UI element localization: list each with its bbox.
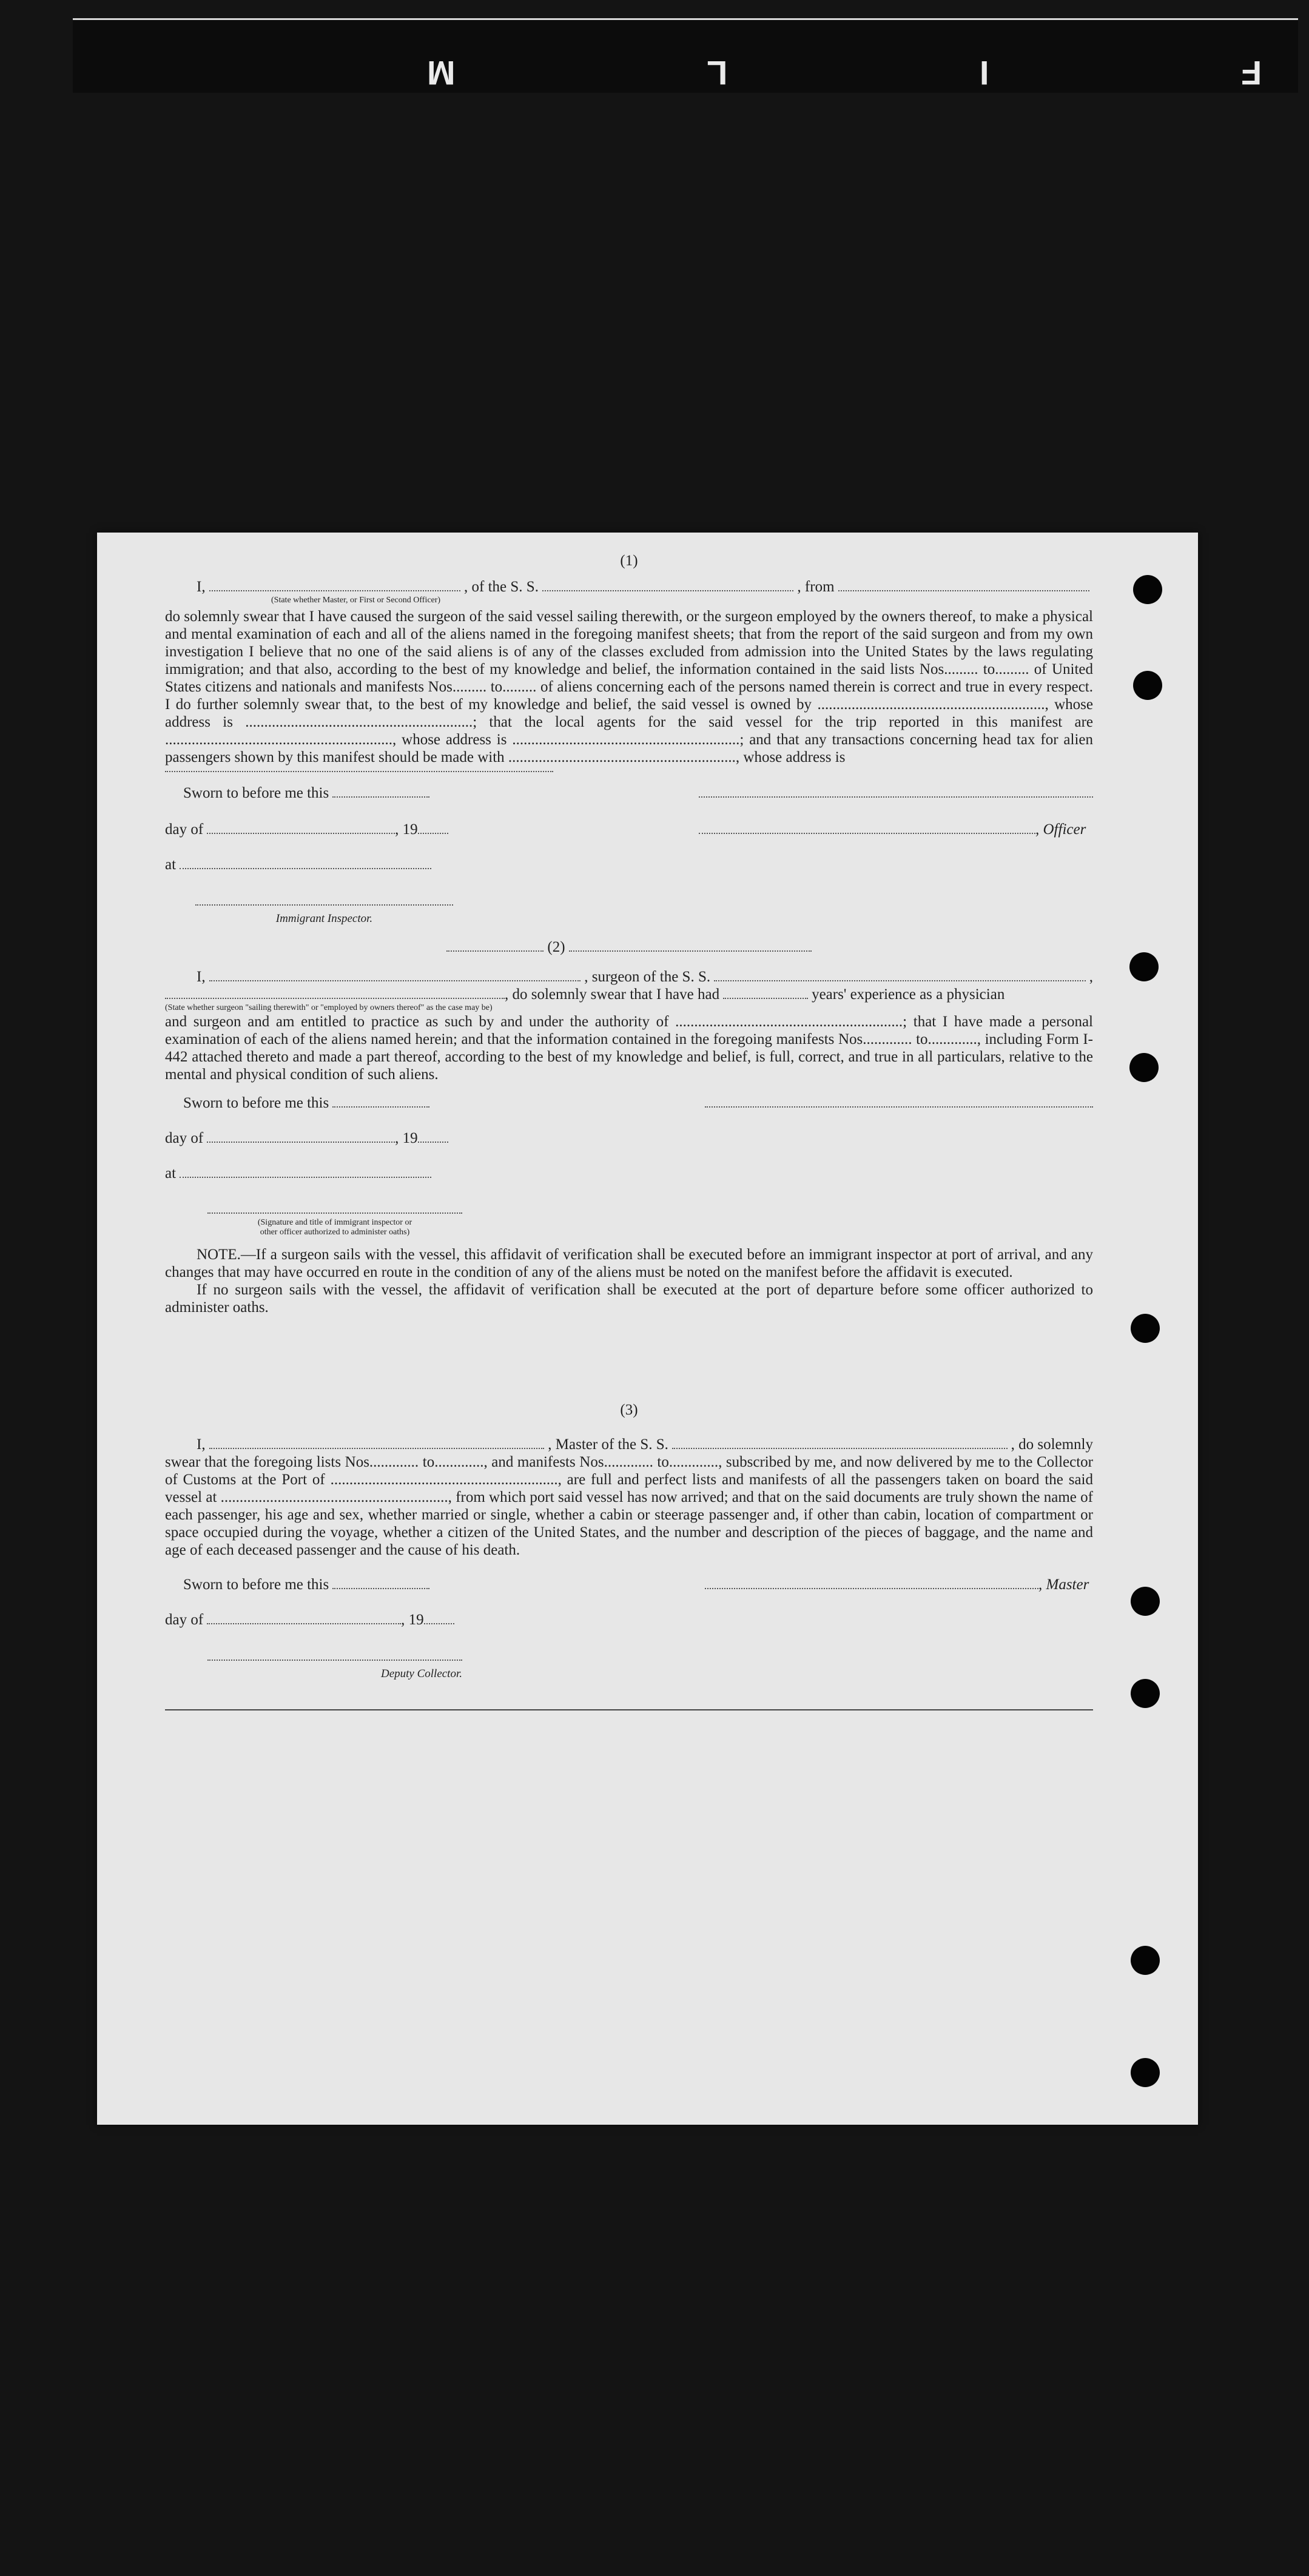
- officer-line: [699, 821, 1086, 838]
- section-2-paragraph: and surgeon and am entitled to practice as such by and under the authority of ............................................................; that I have made a personal examination of each of the aliens named herein; and that the information contained in the foregoing manifests Nos............. to............., including Form I-442 attached thereto and made a part thereof, according to the best of my knowledge and belief, is full, correct, and true in all particulars, relative to the mental and physical condition of such aliens.: [165, 1014, 1093, 1083]
- section-1-signatures: [165, 784, 1093, 936]
- text-years: years' experience as a physician: [812, 986, 1005, 1003]
- year-text: , 19: [401, 1612, 424, 1628]
- section-2-number: [165, 938, 1093, 956]
- surgeon-signature: [705, 1094, 1093, 1112]
- signature-line: [705, 1095, 1093, 1108]
- day-of-text: day of: [165, 821, 204, 838]
- section-3-paragraph: swear that the foregoing lists Nos............. to............., and manifests Nos............. to............., subscribed by me, and now delivered by me to the Collector of Customs at the Port of ............................................................, are full and perfect lists and manifests of all the passengers taken on board the said vessel at ............................................................, from which port said vessel has now arrived; and that on the said documents are truly shown the name of each passenger, his age and sex, whether married or single, whether a cabin or steerage passenger and, if other than cabin, location of compartment or space occupied during the voyage, whether a citizen of the United States, and the number and description of the pieces of baggage, and the name and age of each deceased passenger and the cause of his death.: [165, 1454, 1093, 1558]
- punch-hole: [1131, 1587, 1160, 1616]
- punch-hole: [1131, 1946, 1160, 1975]
- text-i: I,: [197, 969, 206, 985]
- day-line: [165, 821, 448, 838]
- blank-field: [332, 1577, 429, 1589]
- blank-field: [165, 987, 505, 999]
- sworn-text: Sworn to before me this: [183, 1095, 329, 1111]
- bottom-rule: [165, 1709, 1093, 1710]
- sworn-text: Sworn to before me this: [183, 1576, 329, 1593]
- punch-hole: [1133, 575, 1162, 604]
- blank-field: [332, 785, 429, 798]
- text-of-ss: , of the S. S.: [464, 579, 539, 595]
- signature-line: [195, 893, 453, 906]
- sig-caption-2: other officer authorized to administer oaths): [260, 1228, 410, 1237]
- officer-signature-top: [699, 784, 1093, 802]
- blank-field: [180, 857, 431, 869]
- blank-field: [207, 1612, 401, 1624]
- text-master-of-ss: , Master of the S. S.: [548, 1436, 668, 1453]
- note-text: —If a surgeon sails with the vessel, this affidavit of verification shall be executed before an immigrant inspector at port of arrival, and any changes that may have occurred en route in the condition of any of the aliens must be noted on the manifest before the affidavit is executed.: [165, 1246, 1093, 1280]
- at-text: at: [165, 1165, 177, 1182]
- signature-line: [207, 1649, 462, 1661]
- section-1-paragraph: do solemnly swear that I have caused the surgeon of the said vessel sailing therewith, or the surgeon employed by the owners thereof, to make a physical and mental examination of each and all of the aliens named in the foregoing manifest sheets; that from the report of the said surgeon and from my own investigation I believe that no one of the said aliens is of any of the classes excluded from admission into the United States by the laws regulating immigration; and that also, according to the best of my knowledge and belief, the information contained in the said lists Nos......... to......... of United States citizens and nationals and manifests Nos......... to......... of aliens concerning each of the persons named therein is correct and true in every respect. I do further solemnly swear that, to the best of my knowledge and belief, the said vessel is owned by ............................................................, whose address is ............................................................; that the local agents for the said vessel for the trip reported in this manifest are ............................................................, whose address is ............................................................; and that any transactions concerning head tax for alien passengers shown by this manifest should be made with ............................................................, whose address is: [165, 608, 1093, 765]
- blank-field: [209, 1437, 545, 1449]
- dotted-rule: [569, 940, 812, 952]
- section-2-line-1: I, , surgeon of the S. S. ,: [197, 969, 1094, 985]
- section-1-line-1: [165, 578, 1093, 596]
- at-text: at: [165, 856, 177, 873]
- blank-field: [424, 1612, 454, 1624]
- signature-line: [699, 822, 1035, 834]
- blank-field: [838, 579, 1089, 591]
- blank-field: [418, 1131, 448, 1143]
- day-of-text: day of: [165, 1612, 204, 1628]
- blank-field: [207, 822, 395, 834]
- punch-hole: [1131, 2058, 1160, 2087]
- master-line: [705, 1576, 1089, 1593]
- text-from: , from: [797, 579, 835, 595]
- blank-field: [332, 1095, 429, 1108]
- text-i: I,: [197, 1436, 206, 1453]
- master-caption: , Master: [1038, 1576, 1089, 1593]
- section-2-line-2: [165, 986, 1093, 1003]
- blank-field: [209, 579, 460, 591]
- section-2-signatures: [165, 1094, 1093, 1246]
- text-do-solemnly: , do solemnly: [1011, 1436, 1094, 1453]
- day-line: [165, 1611, 454, 1629]
- blank-field: [542, 579, 793, 591]
- day-line: [165, 1129, 448, 1147]
- blank-field: [418, 822, 448, 834]
- at-line: [165, 856, 431, 873]
- dotted-rule: [446, 940, 543, 952]
- blank-field: [180, 1166, 431, 1178]
- section-3-signatures: [165, 1576, 1093, 1680]
- section-2-note-2: If no surgeon sails with the vessel, the affidavit of verification shall be executed at the port of departure before some officer authorized to administer oaths.: [165, 1282, 1093, 1316]
- section-3-line-1: [165, 1436, 1093, 1453]
- punch-hole: [1133, 671, 1162, 700]
- blank-field: [165, 766, 553, 772]
- sworn-line: [183, 1094, 429, 1112]
- text-i: I,: [197, 579, 206, 595]
- inspector-signature-2: [207, 1200, 462, 1237]
- sworn-line: [183, 1576, 429, 1593]
- section-2-note: [165, 1246, 1093, 1281]
- sworn-line: [183, 784, 429, 802]
- at-line: [165, 1165, 431, 1182]
- sig-caption-1: (Signature and title of immigrant inspector or: [257, 1218, 412, 1227]
- film-marks: F I L M: [305, 54, 1262, 92]
- deputy-caption: Deputy Collector.: [380, 1667, 462, 1680]
- section-2-caption: (State whether surgeon "sailing therewith" or "employed by owners thereof" as the case may be): [165, 1003, 493, 1012]
- punch-hole: [1131, 1679, 1160, 1708]
- text-swear: , do solemnly swear that I have had: [505, 986, 720, 1003]
- year-text: , 19: [395, 1130, 418, 1146]
- section-1-caption: (State whether Master, or First or Second Officer): [271, 596, 441, 605]
- signature-line: [207, 1202, 462, 1214]
- inspector-caption: Immigrant Inspector.: [275, 912, 373, 925]
- punch-hole: [1129, 1053, 1159, 1082]
- blank-field: [672, 1437, 1008, 1449]
- blank-field: [723, 987, 808, 999]
- day-of-text: day of: [165, 1130, 204, 1146]
- film-strip: [73, 18, 1298, 93]
- deputy-signature: [207, 1647, 462, 1683]
- officer-caption: , Officer: [1035, 821, 1086, 838]
- year-text: , 19: [395, 821, 418, 838]
- section-3-number: (3): [620, 1402, 638, 1418]
- section-2-label: (2): [547, 939, 565, 955]
- note-label: NOTE.: [197, 1246, 241, 1263]
- punch-hole: [1129, 952, 1159, 981]
- sworn-text: Sworn to before me this: [183, 785, 329, 801]
- section-1-number: (1): [620, 553, 638, 569]
- signature-line: [705, 1577, 1038, 1589]
- form-content: [165, 551, 1093, 1710]
- blank-field: [714, 969, 1086, 981]
- inspector-signature: [195, 892, 453, 927]
- blank-field: [209, 969, 581, 981]
- text-surgeon-of-ss: , surgeon of the S. S.: [584, 969, 711, 985]
- blank-field: [207, 1131, 395, 1143]
- punch-hole: [1131, 1314, 1160, 1343]
- signature-line: [699, 785, 1093, 798]
- manifest-back-page: [97, 533, 1198, 2125]
